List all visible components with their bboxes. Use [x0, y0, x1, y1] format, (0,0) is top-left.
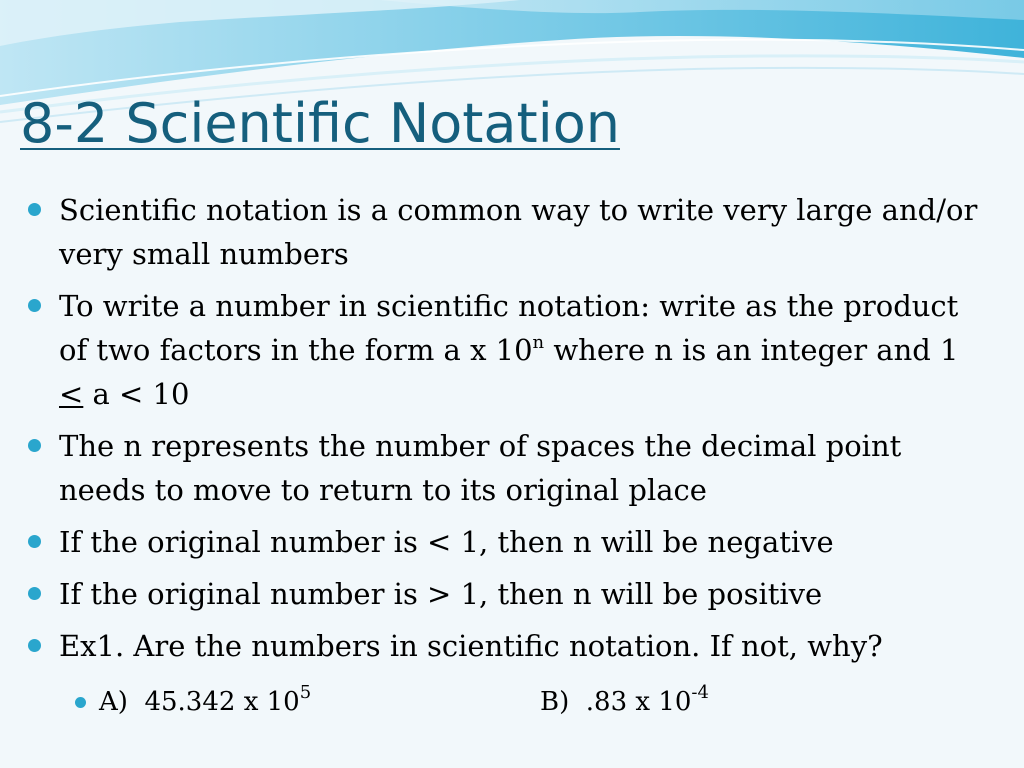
example-b [540, 682, 709, 722]
bullet-item [28, 624, 988, 668]
bullet-list [28, 188, 988, 676]
bullet-item [28, 424, 988, 512]
exponent: n [532, 332, 545, 353]
bullet-dot-icon [28, 535, 41, 548]
less-or-equal-symbol: < [59, 377, 84, 411]
bullet-dot-icon [28, 587, 41, 600]
bullet-text: If the original number is > 1, then n will be positive [59, 577, 823, 611]
example-a-label: A) [99, 687, 128, 717]
example-a-base: 45.342 x 10 [144, 687, 300, 717]
bullet-text: The n represents the number of spaces the decimal point needs to move to return to its original place [59, 429, 902, 507]
bullet-dot-icon [28, 439, 41, 452]
bullet-item [28, 284, 988, 416]
bullet-item [28, 572, 988, 616]
bullet-text: Ex1. Are the numbers in scientific notation. If not, why? [59, 629, 883, 663]
example-a-exponent: 5 [299, 682, 312, 703]
example-b-exponent: -4 [691, 682, 709, 703]
example-b-base: .83 x 10 [585, 687, 692, 717]
bullet-dot-icon [28, 639, 41, 652]
bullet-item [28, 520, 988, 564]
bullet-dot-icon [28, 299, 41, 312]
sub-bullet-dot-icon [75, 697, 86, 708]
bullet-dot-icon [28, 203, 41, 216]
example-b-label: B) [540, 687, 570, 717]
bullet-text: If the original number is < 1, then n will be negative [59, 525, 834, 559]
bullet-text-part: To write a number in scientific notation: write as the product of two factors in the form a x 10 [59, 289, 959, 367]
example-a [99, 682, 311, 722]
bullet-text-part: a < 10 [83, 377, 190, 411]
bullet-item [28, 188, 988, 276]
slide-title: 8-2 Scientific Notation [20, 92, 620, 155]
bullet-text: Scientific notation is a common way to write very large and/or very small numbers [59, 193, 978, 271]
bullet-text-part: where n is an integer and 1 [544, 333, 959, 367]
